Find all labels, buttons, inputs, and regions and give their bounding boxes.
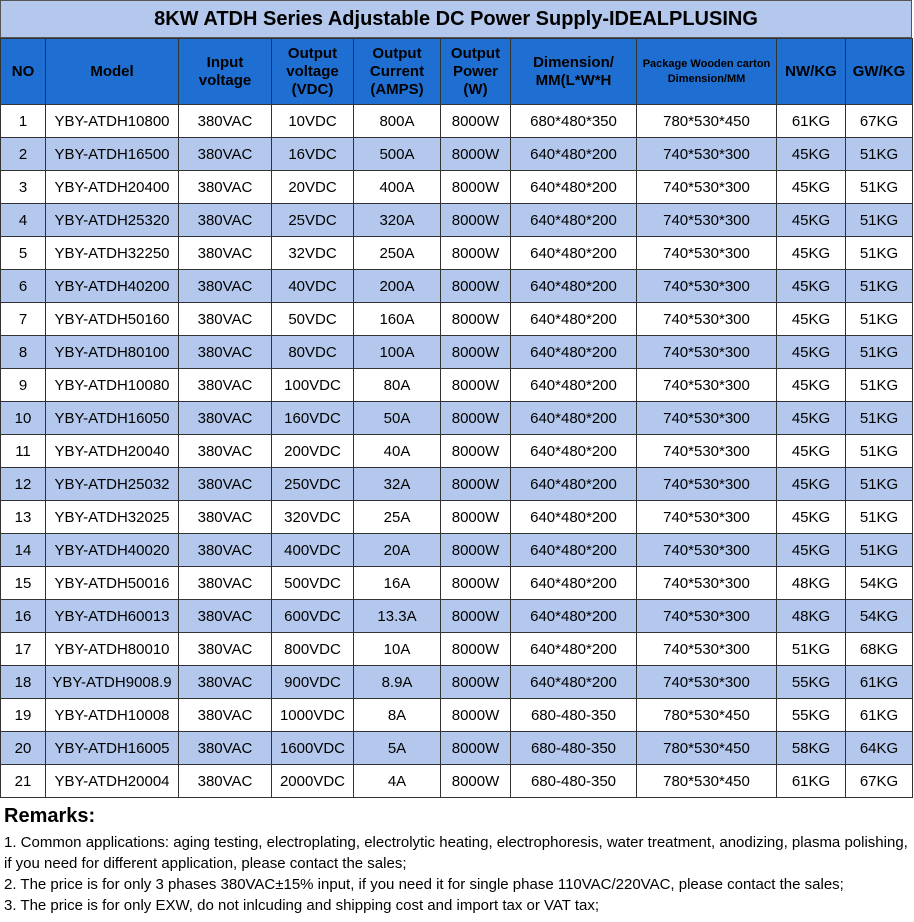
cell-no: 9 <box>1 369 46 402</box>
cell-package: 780*530*450 <box>637 732 777 765</box>
cell-nw: 61KG <box>777 105 846 138</box>
cell-package: 740*530*300 <box>637 435 777 468</box>
cell-package: 740*530*300 <box>637 237 777 270</box>
cell-package: 740*530*300 <box>637 171 777 204</box>
cell-output-voltage: 200VDC <box>272 435 354 468</box>
cell-output-current: 20A <box>354 534 441 567</box>
cell-output-power: 8000W <box>441 138 511 171</box>
cell-output-voltage: 600VDC <box>272 600 354 633</box>
cell-output-voltage: 20VDC <box>272 171 354 204</box>
cell-no: 17 <box>1 633 46 666</box>
cell-output-current: 500A <box>354 138 441 171</box>
cell-model: YBY-ATDH20040 <box>46 435 179 468</box>
cell-output-power: 8000W <box>441 435 511 468</box>
cell-nw: 45KG <box>777 303 846 336</box>
cell-no: 21 <box>1 765 46 798</box>
col-header-gw: GW/KG <box>846 39 913 105</box>
cell-package: 740*530*300 <box>637 270 777 303</box>
cell-output-power: 8000W <box>441 567 511 600</box>
cell-package: 780*530*450 <box>637 699 777 732</box>
table-row <box>1 501 913 534</box>
cell-model: YBY-ATDH10080 <box>46 369 179 402</box>
cell-output-power: 8000W <box>441 732 511 765</box>
cell-gw: 51KG <box>846 435 913 468</box>
cell-output-voltage: 25VDC <box>272 204 354 237</box>
cell-no: 19 <box>1 699 46 732</box>
cell-dimension: 640*480*200 <box>511 303 637 336</box>
cell-output-current: 100A <box>354 336 441 369</box>
cell-model: YBY-ATDH40020 <box>46 534 179 567</box>
cell-output-voltage: 400VDC <box>272 534 354 567</box>
cell-input-voltage: 380VAC <box>179 468 272 501</box>
cell-output-power: 8000W <box>441 468 511 501</box>
cell-no: 10 <box>1 402 46 435</box>
cell-gw: 51KG <box>846 303 913 336</box>
cell-output-voltage: 320VDC <box>272 501 354 534</box>
col-header-model: Model <box>46 39 179 105</box>
cell-nw: 45KG <box>777 171 846 204</box>
cell-model: YBY-ATDH80010 <box>46 633 179 666</box>
cell-no: 4 <box>1 204 46 237</box>
header-row <box>1 39 913 105</box>
cell-package: 740*530*300 <box>637 600 777 633</box>
table-row <box>1 138 913 171</box>
cell-no: 1 <box>1 105 46 138</box>
cell-output-current: 800A <box>354 105 441 138</box>
cell-package: 740*530*300 <box>637 534 777 567</box>
cell-output-current: 4A <box>354 765 441 798</box>
cell-input-voltage: 380VAC <box>179 303 272 336</box>
cell-dimension: 640*480*200 <box>511 567 637 600</box>
cell-package: 740*530*300 <box>637 468 777 501</box>
cell-output-current: 5A <box>354 732 441 765</box>
table-row <box>1 699 913 732</box>
col-header-output-current: Output Current (AMPS) <box>354 39 441 105</box>
cell-output-power: 8000W <box>441 666 511 699</box>
cell-output-voltage: 800VDC <box>272 633 354 666</box>
table-row <box>1 336 913 369</box>
cell-model: YBY-ATDH10008 <box>46 699 179 732</box>
cell-nw: 55KG <box>777 666 846 699</box>
cell-dimension: 680-480-350 <box>511 699 637 732</box>
cell-output-power: 8000W <box>441 204 511 237</box>
cell-output-current: 8.9A <box>354 666 441 699</box>
cell-package: 740*530*300 <box>637 501 777 534</box>
cell-output-power: 8000W <box>441 501 511 534</box>
cell-nw: 45KG <box>777 435 846 468</box>
cell-nw: 51KG <box>777 633 846 666</box>
remark-item: 2. The price is for only 3 phases 380VAC±15% input, if you need it for single phase 110VAC/220VAC, please contact the sales; <box>4 876 844 893</box>
cell-output-power: 8000W <box>441 270 511 303</box>
cell-package: 740*530*300 <box>637 138 777 171</box>
cell-output-power: 8000W <box>441 699 511 732</box>
cell-output-power: 8000W <box>441 600 511 633</box>
cell-model: YBY-ATDH40200 <box>46 270 179 303</box>
table-row <box>1 105 913 138</box>
cell-output-voltage: 40VDC <box>272 270 354 303</box>
cell-output-power: 8000W <box>441 237 511 270</box>
cell-output-voltage: 1600VDC <box>272 732 354 765</box>
cell-no: 5 <box>1 237 46 270</box>
remarks-section <box>4 805 910 916</box>
cell-output-power: 8000W <box>441 633 511 666</box>
cell-output-voltage: 100VDC <box>272 369 354 402</box>
cell-gw: 51KG <box>846 336 913 369</box>
cell-input-voltage: 380VAC <box>179 534 272 567</box>
cell-model: YBY-ATDH16500 <box>46 138 179 171</box>
cell-gw: 54KG <box>846 600 913 633</box>
cell-nw: 45KG <box>777 336 846 369</box>
cell-nw: 45KG <box>777 237 846 270</box>
cell-model: YBY-ATDH16050 <box>46 402 179 435</box>
cell-output-voltage: 80VDC <box>272 336 354 369</box>
cell-dimension: 640*480*200 <box>511 633 637 666</box>
cell-output-current: 80A <box>354 369 441 402</box>
table-row <box>1 567 913 600</box>
table-row <box>1 369 913 402</box>
cell-dimension: 640*480*200 <box>511 600 637 633</box>
cell-model: YBY-ATDH20400 <box>46 171 179 204</box>
table-row <box>1 171 913 204</box>
table-row <box>1 666 913 699</box>
table-row <box>1 435 913 468</box>
remarks-title: Remarks: <box>4 805 96 827</box>
cell-input-voltage: 380VAC <box>179 732 272 765</box>
cell-input-voltage: 380VAC <box>179 567 272 600</box>
cell-input-voltage: 380VAC <box>179 105 272 138</box>
cell-gw: 51KG <box>846 402 913 435</box>
table-row <box>1 600 913 633</box>
cell-gw: 51KG <box>846 369 913 402</box>
table-row <box>1 237 913 270</box>
cell-no: 14 <box>1 534 46 567</box>
cell-output-voltage: 10VDC <box>272 105 354 138</box>
cell-dimension: 680*480*350 <box>511 105 637 138</box>
cell-gw: 51KG <box>846 204 913 237</box>
table-row <box>1 270 913 303</box>
cell-output-current: 250A <box>354 237 441 270</box>
table-row <box>1 402 913 435</box>
cell-gw: 61KG <box>846 666 913 699</box>
cell-model: YBY-ATDH9008.9 <box>46 666 179 699</box>
cell-output-voltage: 900VDC <box>272 666 354 699</box>
cell-output-voltage: 50VDC <box>272 303 354 336</box>
cell-gw: 51KG <box>846 501 913 534</box>
cell-gw: 51KG <box>846 171 913 204</box>
cell-input-voltage: 380VAC <box>179 369 272 402</box>
col-header-input-voltage: Input voltage <box>179 39 272 105</box>
cell-input-voltage: 380VAC <box>179 600 272 633</box>
cell-package: 780*530*450 <box>637 105 777 138</box>
cell-output-current: 50A <box>354 402 441 435</box>
cell-nw: 45KG <box>777 369 846 402</box>
cell-nw: 45KG <box>777 501 846 534</box>
cell-no: 13 <box>1 501 46 534</box>
cell-model: YBY-ATDH80100 <box>46 336 179 369</box>
col-header-no: NO <box>1 39 46 105</box>
cell-package: 740*530*300 <box>637 666 777 699</box>
cell-input-voltage: 380VAC <box>179 138 272 171</box>
cell-gw: 51KG <box>846 270 913 303</box>
cell-dimension: 640*480*200 <box>511 501 637 534</box>
cell-output-power: 8000W <box>441 534 511 567</box>
cell-nw: 48KG <box>777 600 846 633</box>
cell-gw: 67KG <box>846 105 913 138</box>
cell-model: YBY-ATDH10800 <box>46 105 179 138</box>
cell-gw: 61KG <box>846 699 913 732</box>
cell-package: 740*530*300 <box>637 402 777 435</box>
cell-output-voltage: 500VDC <box>272 567 354 600</box>
cell-gw: 51KG <box>846 237 913 270</box>
cell-no: 15 <box>1 567 46 600</box>
cell-output-voltage: 1000VDC <box>272 699 354 732</box>
cell-input-voltage: 380VAC <box>179 270 272 303</box>
cell-dimension: 640*480*200 <box>511 171 637 204</box>
cell-output-current: 400A <box>354 171 441 204</box>
cell-input-voltage: 380VAC <box>179 204 272 237</box>
cell-nw: 61KG <box>777 765 846 798</box>
cell-input-voltage: 380VAC <box>179 699 272 732</box>
remark-item: 3. The price is for only EXW, do not inlcuding and shipping cost and import tax or VAT tax; <box>4 897 600 914</box>
cell-package: 740*530*300 <box>637 567 777 600</box>
remark-item: 1. Common applications: aging testing, electroplating, electrolytic heating, electrophoresis, water treatment, anodizing, plasma polishing, if you need for different application, please contact the sales; <box>4 834 908 872</box>
cell-input-voltage: 380VAC <box>179 237 272 270</box>
cell-output-current: 160A <box>354 303 441 336</box>
cell-model: YBY-ATDH32025 <box>46 501 179 534</box>
cell-gw: 64KG <box>846 732 913 765</box>
sheet-title: 8KW ATDH Series Adjustable DC Power Supply-IDEALPLUSING <box>0 0 912 38</box>
cell-no: 20 <box>1 732 46 765</box>
cell-output-voltage: 32VDC <box>272 237 354 270</box>
cell-input-voltage: 380VAC <box>179 336 272 369</box>
cell-model: YBY-ATDH50016 <box>46 567 179 600</box>
cell-no: 2 <box>1 138 46 171</box>
cell-gw: 54KG <box>846 567 913 600</box>
cell-output-voltage: 2000VDC <box>272 765 354 798</box>
cell-model: YBY-ATDH16005 <box>46 732 179 765</box>
cell-model: YBY-ATDH25320 <box>46 204 179 237</box>
col-header-dimension: Dimension/ MM(L*W*H <box>511 39 637 105</box>
cell-input-voltage: 380VAC <box>179 402 272 435</box>
cell-model: YBY-ATDH60013 <box>46 600 179 633</box>
cell-no: 11 <box>1 435 46 468</box>
cell-nw: 45KG <box>777 138 846 171</box>
table-row <box>1 468 913 501</box>
cell-no: 18 <box>1 666 46 699</box>
cell-output-power: 8000W <box>441 303 511 336</box>
cell-output-power: 8000W <box>441 369 511 402</box>
cell-package: 740*530*300 <box>637 303 777 336</box>
table-row <box>1 732 913 765</box>
cell-output-current: 40A <box>354 435 441 468</box>
cell-output-current: 13.3A <box>354 600 441 633</box>
cell-package: 780*530*450 <box>637 765 777 798</box>
cell-model: YBY-ATDH25032 <box>46 468 179 501</box>
cell-output-current: 16A <box>354 567 441 600</box>
cell-output-current: 10A <box>354 633 441 666</box>
cell-dimension: 640*480*200 <box>511 369 637 402</box>
cell-gw: 51KG <box>846 138 913 171</box>
cell-input-voltage: 380VAC <box>179 435 272 468</box>
cell-dimension: 680-480-350 <box>511 765 637 798</box>
cell-dimension: 640*480*200 <box>511 237 637 270</box>
cell-nw: 45KG <box>777 204 846 237</box>
table-row <box>1 303 913 336</box>
cell-gw: 68KG <box>846 633 913 666</box>
cell-output-voltage: 16VDC <box>272 138 354 171</box>
cell-dimension: 640*480*200 <box>511 138 637 171</box>
cell-dimension: 640*480*200 <box>511 270 637 303</box>
cell-model: YBY-ATDH20004 <box>46 765 179 798</box>
cell-model: YBY-ATDH32250 <box>46 237 179 270</box>
cell-dimension: 640*480*200 <box>511 336 637 369</box>
cell-nw: 45KG <box>777 468 846 501</box>
cell-output-current: 200A <box>354 270 441 303</box>
cell-dimension: 680-480-350 <box>511 732 637 765</box>
cell-dimension: 640*480*200 <box>511 666 637 699</box>
cell-output-current: 320A <box>354 204 441 237</box>
cell-output-power: 8000W <box>441 336 511 369</box>
cell-output-power: 8000W <box>441 402 511 435</box>
col-header-nw: NW/KG <box>777 39 846 105</box>
cell-nw: 45KG <box>777 534 846 567</box>
cell-dimension: 640*480*200 <box>511 468 637 501</box>
cell-input-voltage: 380VAC <box>179 765 272 798</box>
cell-nw: 48KG <box>777 567 846 600</box>
col-header-package: Package Wooden carton Dimension/MM <box>637 39 777 105</box>
cell-package: 740*530*300 <box>637 336 777 369</box>
cell-model: YBY-ATDH50160 <box>46 303 179 336</box>
cell-output-voltage: 250VDC <box>272 468 354 501</box>
cell-output-current: 25A <box>354 501 441 534</box>
cell-dimension: 640*480*200 <box>511 204 637 237</box>
table-row <box>1 534 913 567</box>
cell-input-voltage: 380VAC <box>179 666 272 699</box>
cell-nw: 45KG <box>777 270 846 303</box>
cell-nw: 58KG <box>777 732 846 765</box>
cell-output-current: 32A <box>354 468 441 501</box>
cell-no: 12 <box>1 468 46 501</box>
col-header-output-power: Output Power (W) <box>441 39 511 105</box>
cell-no: 16 <box>1 600 46 633</box>
col-header-output-voltage: Output voltage (VDC) <box>272 39 354 105</box>
cell-nw: 55KG <box>777 699 846 732</box>
spec-table <box>0 38 913 798</box>
cell-gw: 67KG <box>846 765 913 798</box>
cell-input-voltage: 380VAC <box>179 171 272 204</box>
cell-gw: 51KG <box>846 468 913 501</box>
cell-input-voltage: 380VAC <box>179 501 272 534</box>
table-row <box>1 204 913 237</box>
cell-dimension: 640*480*200 <box>511 435 637 468</box>
cell-no: 6 <box>1 270 46 303</box>
cell-dimension: 640*480*200 <box>511 402 637 435</box>
cell-nw: 45KG <box>777 402 846 435</box>
cell-dimension: 640*480*200 <box>511 534 637 567</box>
cell-output-power: 8000W <box>441 105 511 138</box>
cell-package: 740*530*300 <box>637 369 777 402</box>
cell-output-power: 8000W <box>441 171 511 204</box>
cell-input-voltage: 380VAC <box>179 633 272 666</box>
cell-no: 7 <box>1 303 46 336</box>
cell-gw: 51KG <box>846 534 913 567</box>
table-row <box>1 765 913 798</box>
cell-output-voltage: 160VDC <box>272 402 354 435</box>
cell-no: 8 <box>1 336 46 369</box>
cell-output-current: 8A <box>354 699 441 732</box>
table-body <box>1 105 913 798</box>
cell-no: 3 <box>1 171 46 204</box>
table-row <box>1 633 913 666</box>
cell-output-power: 8000W <box>441 765 511 798</box>
cell-package: 740*530*300 <box>637 204 777 237</box>
cell-package: 740*530*300 <box>637 633 777 666</box>
